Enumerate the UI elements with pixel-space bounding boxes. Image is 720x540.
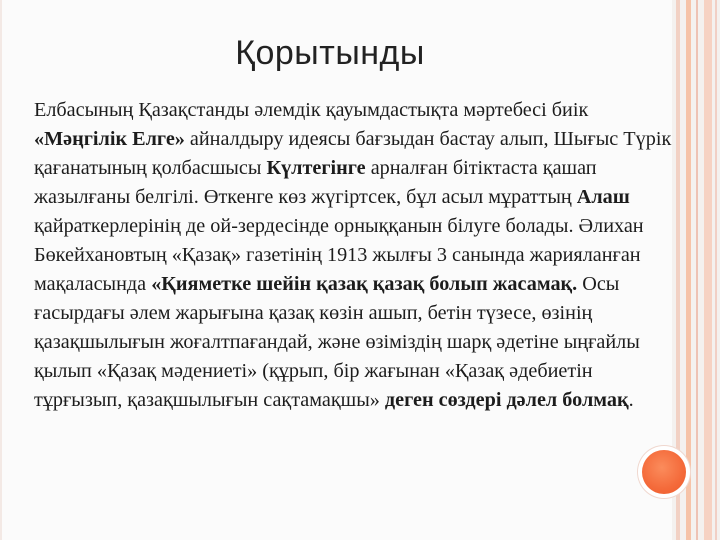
stripe	[696, 0, 698, 540]
bold-text-run: «Қияметке шейін қазақ қазақ болып жасамақ.	[151, 273, 578, 295]
bold-text-run: «Мәңгілік Елге»	[34, 128, 185, 150]
stripe	[686, 0, 691, 540]
text-run: айналдыру идеясы бағзыдан бастау алып, Шығыс Түрік қағанатының қолбасшысы	[34, 128, 672, 179]
stripe	[704, 0, 712, 540]
text-run: арналған бітіктаста қашап жазылғаны белгілі. Өткенге көз жүгіртсек, бұл асыл мұраттың	[34, 157, 597, 208]
bold-text-run: деген сөздері дәлел болмақ	[384, 389, 629, 411]
bold-text-run: Алаш	[576, 186, 630, 208]
body-paragraph	[34, 96, 674, 415]
text-run: .	[628, 389, 634, 411]
orange-circle-decoration	[642, 450, 686, 494]
text-run: қайраткерлерінің де ой-зердесінде орныққанын білуге болады. Әлихан Бөкейхановтың «Қазақ» газетінің 1913 жылғы 3 санында жарияланған мақаласында	[34, 215, 644, 295]
stripe	[715, 0, 717, 540]
text-run: Елбасының Қазақстанды әлемдік қауымдастықта мәртебесі биік	[34, 99, 589, 121]
slide-left-border	[0, 0, 2, 540]
bold-text-run: Күлтегінге	[266, 157, 366, 179]
text-run: Осы ғасырдағы әлем жарығына қазақ көзін ашып, бетін түзесе, өзінің қазақшылығын жоғалтпағандай, және өзіміздің шарқ әдетіне ыңғайлы қылып «Қазақ мәдениеті» (құрып, бір жағынан «Қазақ әдебиетін тұрғызып, қазақшылығын сақтамақшы»	[34, 273, 640, 411]
slide-title: Қорытынды	[235, 34, 425, 72]
